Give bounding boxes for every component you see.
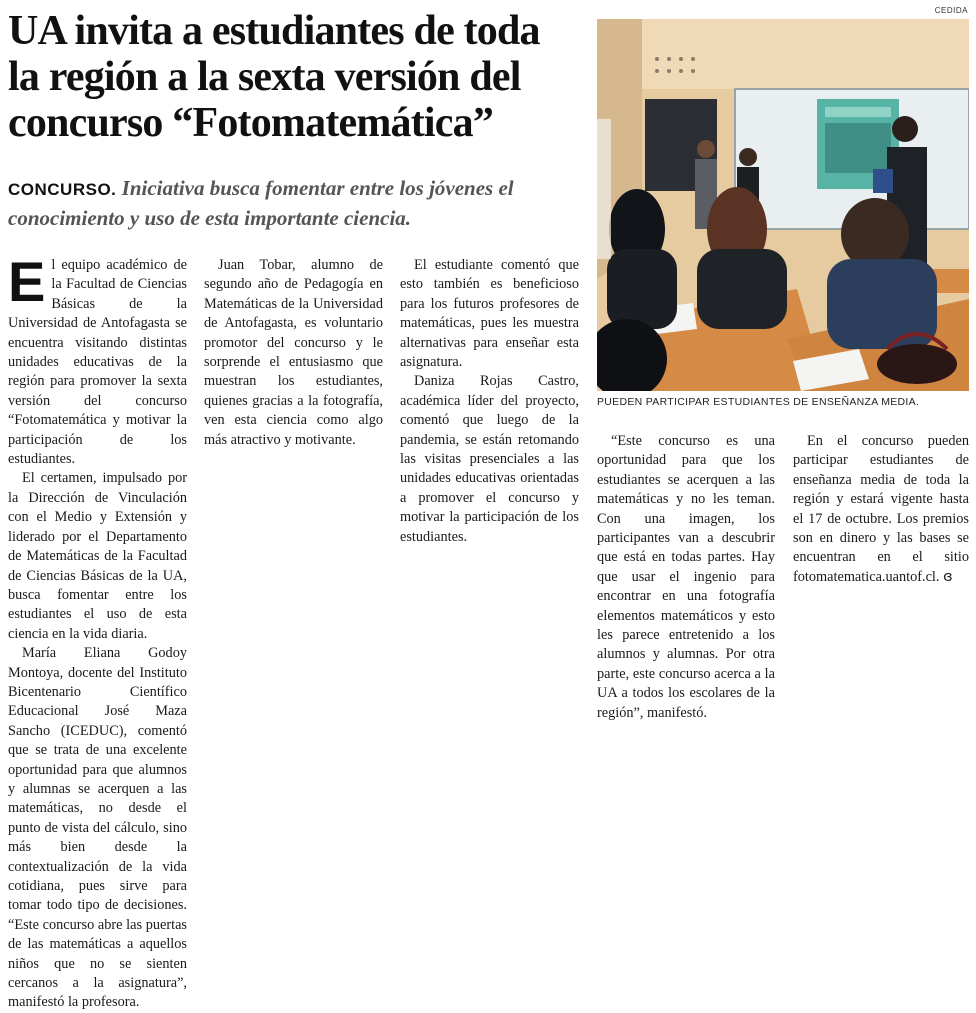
subheadline-text: Iniciativa busca fomentar entre los jóvenes el conocimiento y uso de esta importante ciencia.: [8, 176, 514, 230]
subheadline: [8, 174, 588, 232]
paragraph-6: Daniza Rojas Castro, académica líder del proyecto, comentó que luego de la pandemia, se están retomando las visitas presenciales a las unidades educativas orientadas a promover el concurso y motivar la participación de los estudiantes.: [400, 373, 579, 545]
photo-credit: CEDIDA: [934, 6, 968, 15]
photo-caption: PUEDEN PARTICIPAR ESTUDIANTES DE ENSEÑANZA MEDIA.: [597, 396, 920, 408]
article-column-2: [204, 256, 383, 450]
article-column-1: [8, 250, 187, 1013]
headline-line-3: concurso “Fotomatemática”: [8, 100, 494, 146]
end-mark-icon: ɞ: [943, 568, 953, 585]
section-kicker: CONCURSO.: [8, 180, 117, 199]
article-column-3: [400, 256, 579, 547]
classroom-photo-illustration: [597, 19, 969, 391]
headline-line-1: UA invita a estudiantes de toda: [8, 8, 540, 54]
paragraph-1: El equipo académico de la Facultad de Ciencias Básicas de la Universidad de Antofagasta se encuentra visitando distintas unidades educativas de la región para promover la sexta versión del concurso “Fotomatemática y motivar la participación de los estudiantes.: [8, 250, 187, 468]
article-column-5: [793, 432, 969, 587]
headline: [8, 8, 583, 146]
paragraph-7: “Este concurso es una oportunidad para que los estudiantes se acerquen a las matemáticas y no les teman. Con una imagen, los participantes van a descubrir que está en todas partes. Hay que usar el ingenio para encontrar en una fotografía elementos matemáticos y esto les parece entretenido a los alumnos y alumnas. Por otra parte, este concurso acerca a la UA a todos los escolares de la región”, manifestó.: [597, 433, 775, 721]
paragraph-2: El certamen, impulsado por la Dirección de Vinculación con el Medio y Extensión y liderado por el Departamento de Matemáticas de la Facultad de Ciencias Básicas de la UA, busca fomentar entre los estudiantes el uso de esta ciencia en la vida diaria.: [8, 470, 187, 642]
article-column-4: [597, 432, 775, 723]
paragraph-4: Juan Tobar, alumno de segundo año de Pedagogía en Matemáticas de la Universidad de Antofagasta, es voluntario promotor del concurso y le sorprende el entusiasmo que muestran los estudiantes, quienes gracias a la fotografía, ven esta ciencia como algo más atractivo y motivante.: [204, 257, 383, 448]
classroom-photo: [597, 19, 969, 391]
paragraph-3: María Eliana Godoy Montoya, docente del Instituto Bicentenario Científico Educacional José Maza Sancho (ICEDUC), comentó que se trata de una excelente oportunidad para que alumnos y alumnas se acerquen a las matemáticas, no desde el punto de vista del cálculo, sino más bien desde la contextualización de la vida cotidiana, pues sirve para tomar todo tipo de decisiones. “Este concurso abre las puertas de las matemáticas a aquellos niños que no se sienten cercanos a la asignatura”, manifestó la profesora.: [8, 645, 187, 1011]
paragraph-5: El estudiante comentó que esto también es beneficioso para los futuros profesores de matemáticas, pues les muestra alternativas para enseñar esta asignatura.: [400, 257, 579, 371]
drop-cap: E: [8, 250, 46, 313]
headline-line-2: la región a la sexta versión del: [8, 54, 521, 100]
paragraph-8: En el concurso pueden participar estudiantes de enseñanza media de toda la región y estará vigente hasta el 17 de octubre. Los premios son en dinero y las bases se encuentran en el sitio fotomatematica.uantof.cl. ɞ: [793, 433, 969, 585]
